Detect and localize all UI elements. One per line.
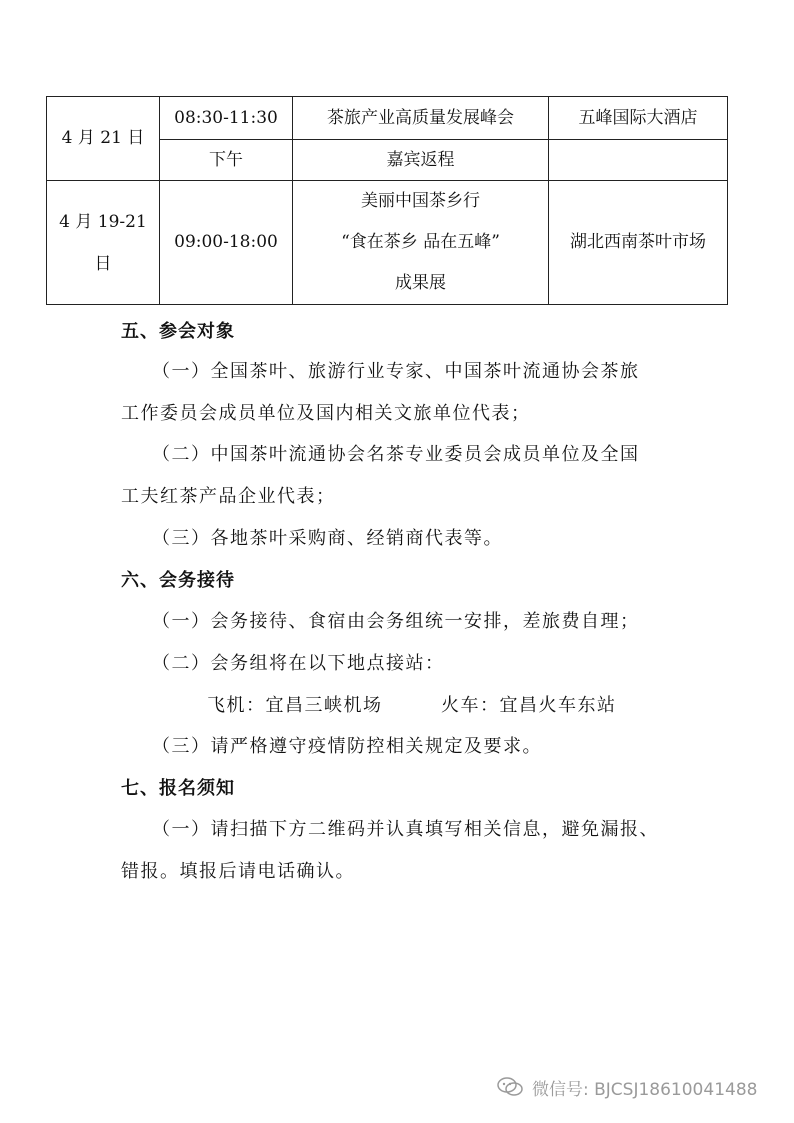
watermark-text: 微信号: BJCSJ18610041488: [532, 1079, 758, 1100]
paragraph-line: （二）会务组将在以下地点接站：: [152, 653, 445, 674]
event-line: 美丽中国茶乡行: [361, 191, 480, 211]
paragraph-line: （一）请扫描下方二维码并认真填写相关信息，避免漏报、: [152, 819, 659, 840]
date-text: 4 月 21 日: [61, 128, 145, 148]
date-cell: [47, 181, 160, 305]
pickup-train: 火车：宜昌火车东站: [441, 695, 617, 716]
date-line: 日: [94, 253, 112, 274]
venue-cell: [549, 140, 728, 181]
section-heading: 五、参会对象: [121, 321, 235, 342]
event-line: “食在茶乡 品在五峰”: [341, 232, 500, 252]
wechat-icon: [496, 1076, 524, 1098]
event-cell: [293, 181, 549, 305]
time-cell: 09:00-18:00: [160, 181, 293, 305]
paragraph-line: （一）全国茶叶、旅游行业专家、中国茶叶流通协会茶旅: [152, 361, 640, 382]
time-cell: 下午: [160, 140, 293, 181]
paragraph-line: 工夫红茶产品企业代表；: [121, 486, 336, 507]
paragraph-line: 工作委员会成员单位及国内相关文旅单位代表；: [121, 403, 531, 424]
pickup-air: 飞机：宜昌三峡机场: [207, 695, 383, 716]
schedule-table: [46, 96, 728, 305]
paragraph-line: （三）请严格遵守疫情防控相关规定及要求。: [152, 736, 542, 757]
event-line: 成果展: [395, 273, 446, 293]
watermark: [496, 1075, 757, 1099]
venue-cell: 五峰国际大酒店: [549, 97, 728, 140]
paragraph-line: （一）会务接待、食宿由会务组统一安排，差旅费自理；: [152, 611, 640, 632]
event-cell: 嘉宾返程: [293, 140, 549, 181]
paragraph-line: （三）各地茶叶采购商、经销商代表等。: [152, 528, 503, 549]
date-line: 4 月 19-21: [59, 211, 147, 232]
section-heading: 六、会务接待: [121, 570, 235, 591]
section-heading: 七、报名须知: [121, 778, 235, 799]
paragraph-line: （二）中国茶叶流通协会名茶专业委员会成员单位及全国: [152, 444, 640, 465]
table-row: [47, 181, 728, 305]
venue-cell: 湖北西南茶叶市场: [549, 181, 728, 305]
event-cell: 茶旅产业高质量发展峰会: [293, 97, 549, 140]
table-row: [47, 97, 728, 140]
time-cell: 08:30-11:30: [160, 97, 293, 140]
date-cell: [47, 97, 160, 181]
paragraph-line: 错报。填报后请电话确认。: [121, 861, 355, 882]
